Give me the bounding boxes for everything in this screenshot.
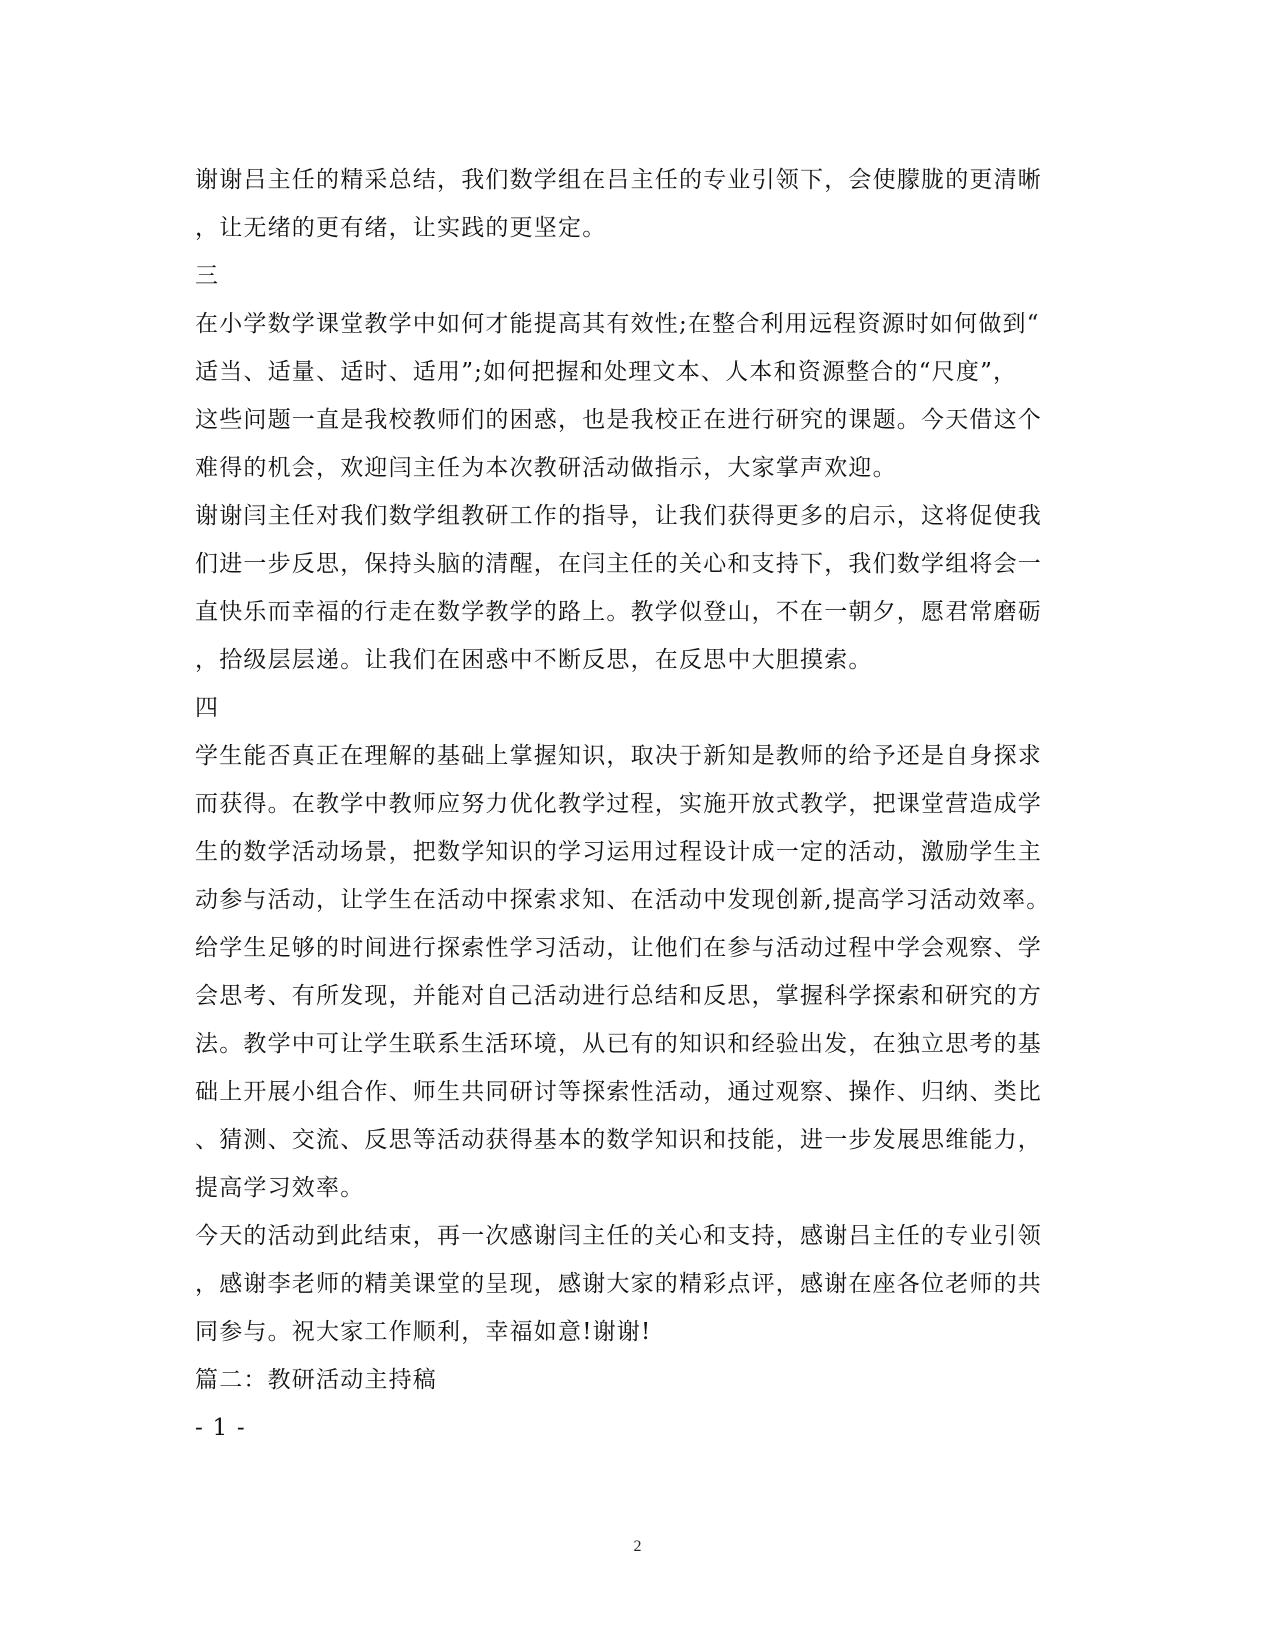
document-body [195, 156, 1095, 1452]
text-line: 直快乐而幸福的行走在数学教学的路上。教学似登山，不在一朝夕，愿君常磨砺 [195, 599, 1042, 625]
text-line: 适当、适量、适时、适用”;如何把握和处理文本、人本和资源整合的“尺度”， [195, 359, 1018, 385]
text-line: 在小学数学课堂教学中如何才能提高其有效性;在整合利用远程资源时如何做到“ [195, 311, 1040, 337]
text-line: 这些问题一直是我校教师们的困惑，也是我校正在进行研究的课题。今天借这个 [195, 407, 1042, 433]
text-line: 难得的机会，欢迎闫主任为本次教研活动做指示，大家掌声欢迎。 [195, 455, 897, 481]
text-line: 同参与。祝大家工作顺利，幸福如意!谢谢! [195, 1319, 652, 1345]
section-heading: 四 [195, 695, 220, 721]
text-line: 们进一步反思，保持头脑的清醒，在闫主任的关心和支持下，我们数学组将会一 [195, 551, 1042, 577]
text-line: 法。教学中可让学生联系生活环境，从已有的知识和经验出发，在独立思考的基 [195, 1031, 1042, 1057]
text-line: ，拾级层层递。让我们在困惑中不断反思，在反思中大胆摸索。 [195, 647, 873, 673]
text-line: 会思考、有所发现，并能对自己活动进行总结和反思，掌握科学探索和研究的方 [195, 983, 1042, 1009]
inline-page-marker: - 1 - [195, 1415, 246, 1441]
section-heading: 三 [195, 263, 220, 289]
text-line: 今天的活动到此结束，再一次感谢闫主任的关心和支持，感谢吕主任的专业引领 [195, 1223, 1042, 1249]
text-line: 给学生足够的时间进行探索性学习活动，让他们在参与活动过程中学会观察、学 [195, 935, 1042, 961]
text-line: 谢谢闫主任对我们数学组教研工作的指导，让我们获得更多的启示，这将促使我 [195, 503, 1042, 529]
page-number: 2 [633, 1538, 642, 1555]
text-line: 而获得。在教学中教师应努力优化教学过程，实施开放式教学，把课堂营造成学 [195, 791, 1042, 817]
text-line: ，让无绪的更有绪，让实践的更坚定。 [195, 215, 607, 241]
text-line: 础上开展小组合作、师生共同研讨等探索性活动，通过观察、操作、归纳、类比 [195, 1079, 1042, 1105]
text-line: 谢谢吕主任的精采总结，我们数学组在吕主任的专业引领下，会使朦胧的更清晰 [195, 167, 1042, 193]
text-line: 提高学习效率。 [195, 1175, 365, 1201]
text-line: ，感谢李老师的精美课堂的呈现，感谢大家的精彩点评，感谢在座各位老师的共 [195, 1271, 1042, 1297]
text-line: 学生能否真正在理解的基础上掌握知识，取决于新知是教师的给予还是自身探求 [195, 743, 1042, 769]
text-line: 生的数学活动场景，把数学知识的学习运用过程设计成一定的活动，激励学生主 [195, 839, 1042, 865]
text-line: 、猜测、交流、反思等活动获得基本的数学知识和技能，进一步发展思维能力， [195, 1127, 1042, 1153]
text-line: 动参与活动，让学生在活动中探索求知、在活动中发现创新,提高学习活动效率。 [195, 887, 1051, 913]
section-heading: 篇二：教研活动主持稿 [195, 1367, 437, 1393]
